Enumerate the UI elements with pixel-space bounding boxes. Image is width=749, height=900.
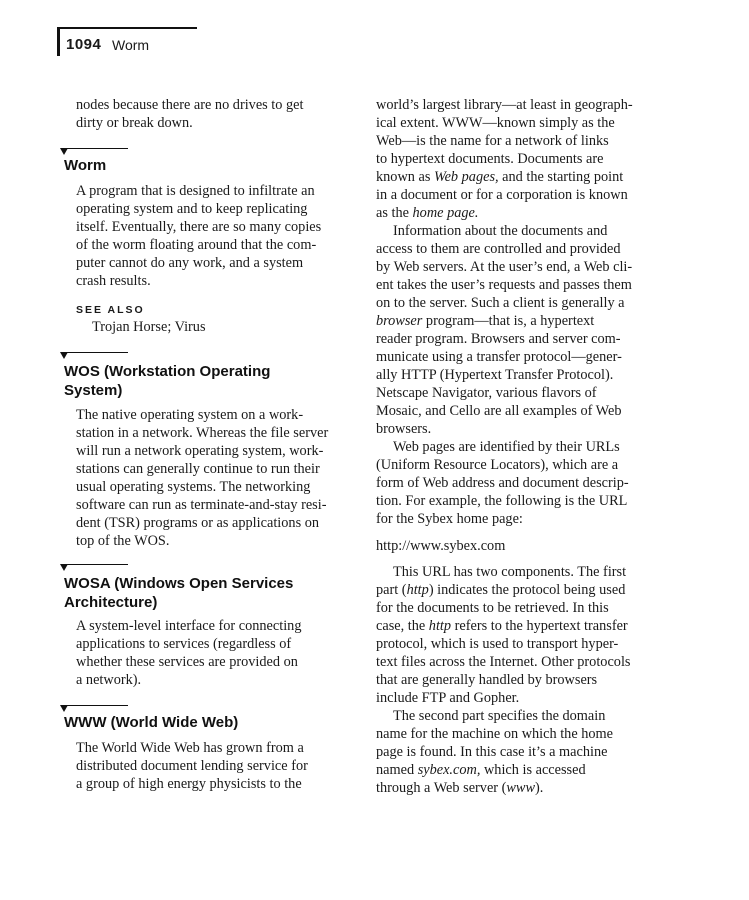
paragraph: Web pages are identified by their URLs (Uniform Resource Locators), which are a form of Web address and document descrip- tion. For example, the following is the URL for the Sybex home page: <box>376 439 629 527</box>
paragraph: This URL has two components. The first part (http) indicates the protocol being used for the documents to be retrieved. In this case, the http refers to the hypertext transfer protocol, which is used to transport hyper- text files across the Internet. Other protocols that are generally handled by browsers include FTP and Gopher. <box>376 564 631 706</box>
entry-definition-wosa: A system-level interface for connecting applications to services (regardless of whether these services are provided on a network). <box>76 618 302 688</box>
entry-marker <box>60 148 128 154</box>
see-also-value: Trojan Horse; Virus <box>92 319 206 335</box>
entry-term-www: WWW (World Wide Web) <box>64 714 239 731</box>
running-title: Worm <box>112 37 150 53</box>
entry-definition-worm: A program that is designed to infiltrate an operating system and to keep replicating itself. Eventually, there are so many copies of the worm floating around that the com- puter cannot do any work, and a system crash results. <box>76 183 322 289</box>
entry-term-wos: WOS (Workstation Operating System) <box>64 363 271 399</box>
entry-term-worm: Worm <box>64 157 107 174</box>
entry-marker <box>60 352 128 358</box>
url-example: http://www.sybex.com <box>376 538 506 554</box>
paragraph: Information about the documents and access to them are controlled and provided by Web servers. At the user’s end, a Web cli- ent takes the user’s requests and passes them on to the server. Such a client is generally a browser program—that is, a hypertext reader program. Browsers and server com- municate using a transfer protocol—gener- ally HTTP (Hypertext Transfer Protocol). Netscape Navigator, various flavors of Mosaic, and Cello are all examples of Web browsers. <box>376 223 633 437</box>
page-number: 1094 <box>66 36 102 53</box>
entry-definition-www: The World Wide Web has grown from a distributed document lending service for a group of high energy physicists to the <box>76 740 308 792</box>
paragraph: The second part specifies the domain name for the machine on which the home page is found. In this case it’s a machine named sybex.com, which is accessed through a Web server (www). <box>376 708 614 796</box>
entry-marker <box>60 705 128 711</box>
entry-marker <box>60 564 128 570</box>
header-rule <box>57 27 197 29</box>
entry-term-wosa: WOSA (Windows Open Services Architecture) <box>64 575 294 611</box>
header-bar <box>57 27 60 56</box>
right-column-text <box>376 96 646 797</box>
entry-definition-wos: The native operating system on a work- station in a network. Whereas the file server will run a network operating system, work- stations can generally continue to run their usual operating systems. The networking software can run as terminate-and-stay resi- dent (TSR) programs or as applications on top of the WOS. <box>76 407 329 549</box>
paragraph: world’s largest library—at least in geograph- ical extent. WWW—known simply as the Web—is the name for a network of links to hypertext documents. Documents are known as Web pages, and the starting point in a document or for a corporation is known as the home page. <box>376 97 633 221</box>
see-also-label: SEE ALSO <box>76 304 145 316</box>
left-carryover-text: nodes because there are no drives to get dirty or break down. <box>76 97 304 131</box>
